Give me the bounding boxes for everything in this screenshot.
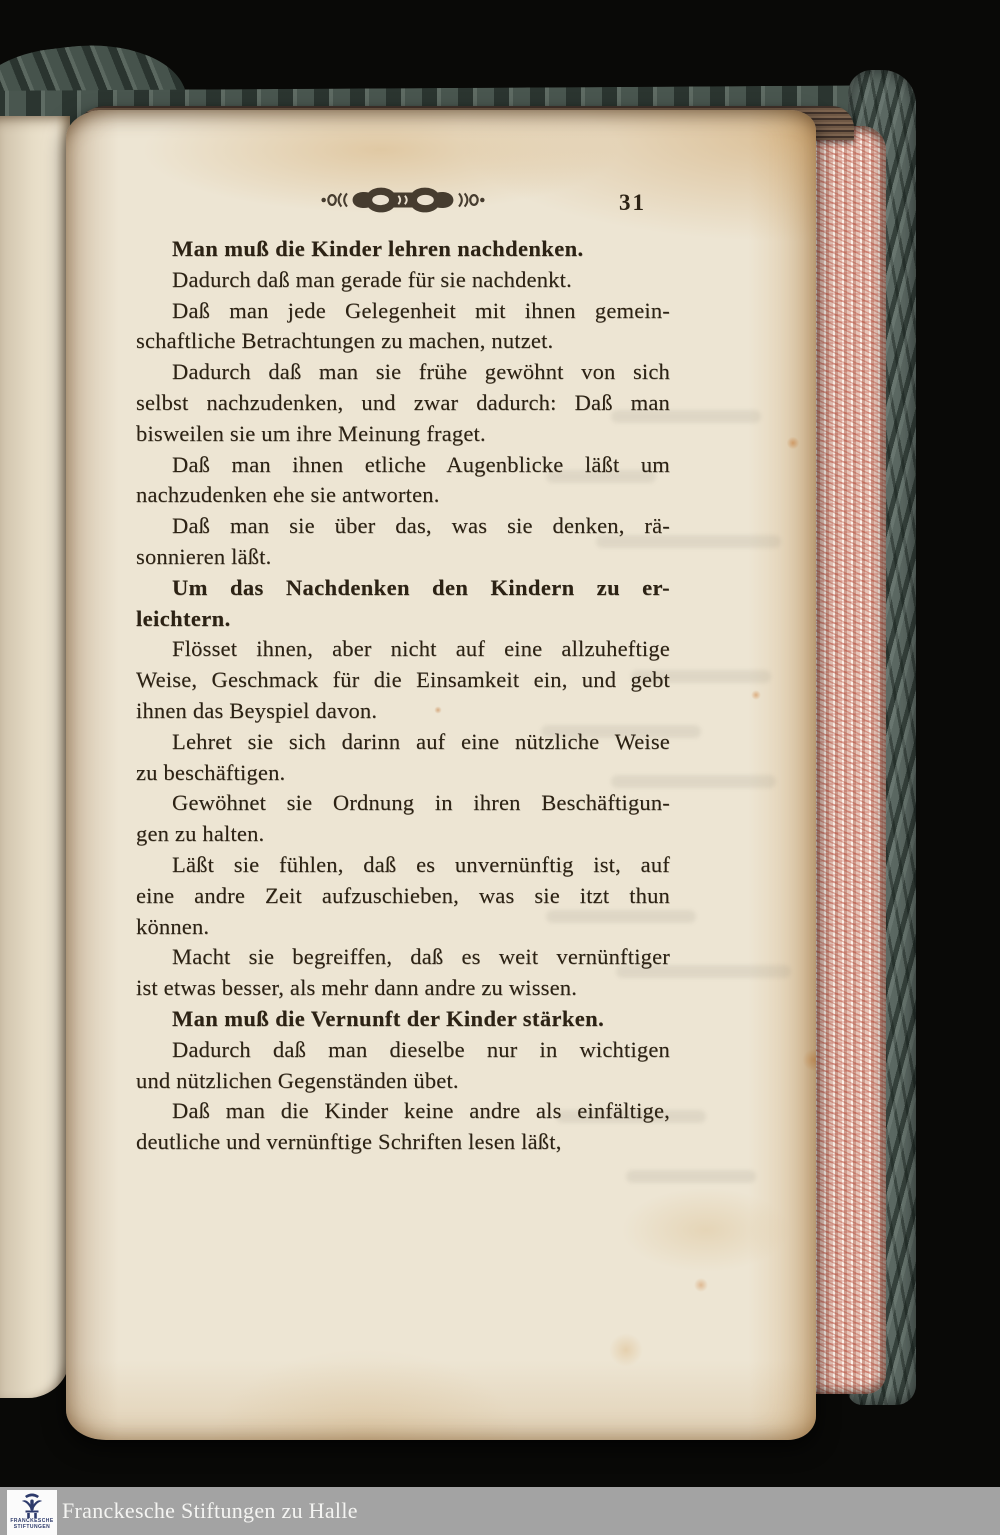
text-line: leichtern. xyxy=(136,605,231,631)
page-header xyxy=(136,184,670,224)
page-block-fore-edge xyxy=(806,126,886,1394)
text-line: Daß man ihnen etliche Augenblicke läßt um xyxy=(172,451,670,477)
text-line: Weise, Geschmack für die Einsamkeit ein, und gebt xyxy=(136,667,670,693)
text-line: Lehret sie sich darinn auf eine nützliche Weise xyxy=(172,728,670,754)
text-line: können. xyxy=(136,913,210,939)
logo-text-line2: STIFTUNGEN xyxy=(13,1524,51,1530)
facing-page-sliver xyxy=(0,116,70,1398)
text-line: Flösset ihnen, aber nicht auf eine allzuheftige xyxy=(172,636,670,662)
footer-bar xyxy=(0,1487,1000,1535)
printers-vignette-icon xyxy=(315,186,491,214)
text-line: bisweilen sie um ihre Meinung fraget. xyxy=(136,420,486,446)
francke-foundations-emblem-icon xyxy=(17,1492,47,1518)
text-line: sonnieren läßt. xyxy=(136,543,272,569)
text-line: und nützlichen Gegenständen übet. xyxy=(136,1067,459,1093)
text-line: gen zu halten. xyxy=(136,821,265,847)
text-line: Daß man sie über das, was sie denken, rä- xyxy=(172,513,670,539)
text-line: schaftliche Betrachtungen zu machen, nutzet. xyxy=(136,328,554,354)
text-line: Daß man die Kinder keine andre als einfältige, xyxy=(172,1098,670,1124)
text-line: Man muß die Kinder lehren nachdenken. xyxy=(172,236,584,261)
text-line: Um das Nachdenken den Kindern zu er- xyxy=(172,574,670,600)
text-line: Dadurch daß man dieselbe nur in wichtigen xyxy=(172,1036,670,1062)
institution-logo xyxy=(7,1490,57,1535)
bleedthrough-smudge xyxy=(626,1170,756,1183)
text-line: Dadurch daß man sie frühe gewöhnt von sich xyxy=(172,359,670,385)
page-number: 31 xyxy=(619,190,646,215)
logo-text-line1: FRANCKESCHE xyxy=(10,1518,54,1524)
text-line: Man muß die Vernunft der Kinder stärken. xyxy=(172,1005,605,1031)
text-line: Dadurch daß man gerade für sie nachdenkt. xyxy=(172,266,572,292)
text-line: Läßt sie fühlen, daß es unvernünftig ist, auf xyxy=(172,851,670,877)
text-line: ist etwas besser, als mehr dann andre zu wissen. xyxy=(136,975,578,1001)
text-line: Gewöhnet sie Ordnung in ihren Beschäftigun- xyxy=(172,790,670,816)
footer-title: Franckesche Stiftungen zu Halle xyxy=(62,1498,358,1523)
text-line: nachzudenken ehe sie antworten. xyxy=(136,482,440,508)
text-line: ihnen das Beyspiel davon. xyxy=(136,697,378,723)
text-line: zu beschäftigen. xyxy=(136,759,286,785)
text-line: Daß man jede Gelegenheit mit ihnen gemein- xyxy=(172,297,670,323)
book-page xyxy=(66,110,816,1440)
text-line: Macht sie begreiffen, daß es weit vernünftiger xyxy=(172,944,670,970)
text-line: deutliche und vernünftige Schriften lesen läßt, xyxy=(136,1129,562,1155)
text-line: selbst nachzudenken, und zwar dadurch: Daß man xyxy=(136,389,670,415)
text-line: eine andre Zeit aufzuschieben, was sie itzt thun xyxy=(136,882,670,908)
text-block xyxy=(136,234,670,1158)
